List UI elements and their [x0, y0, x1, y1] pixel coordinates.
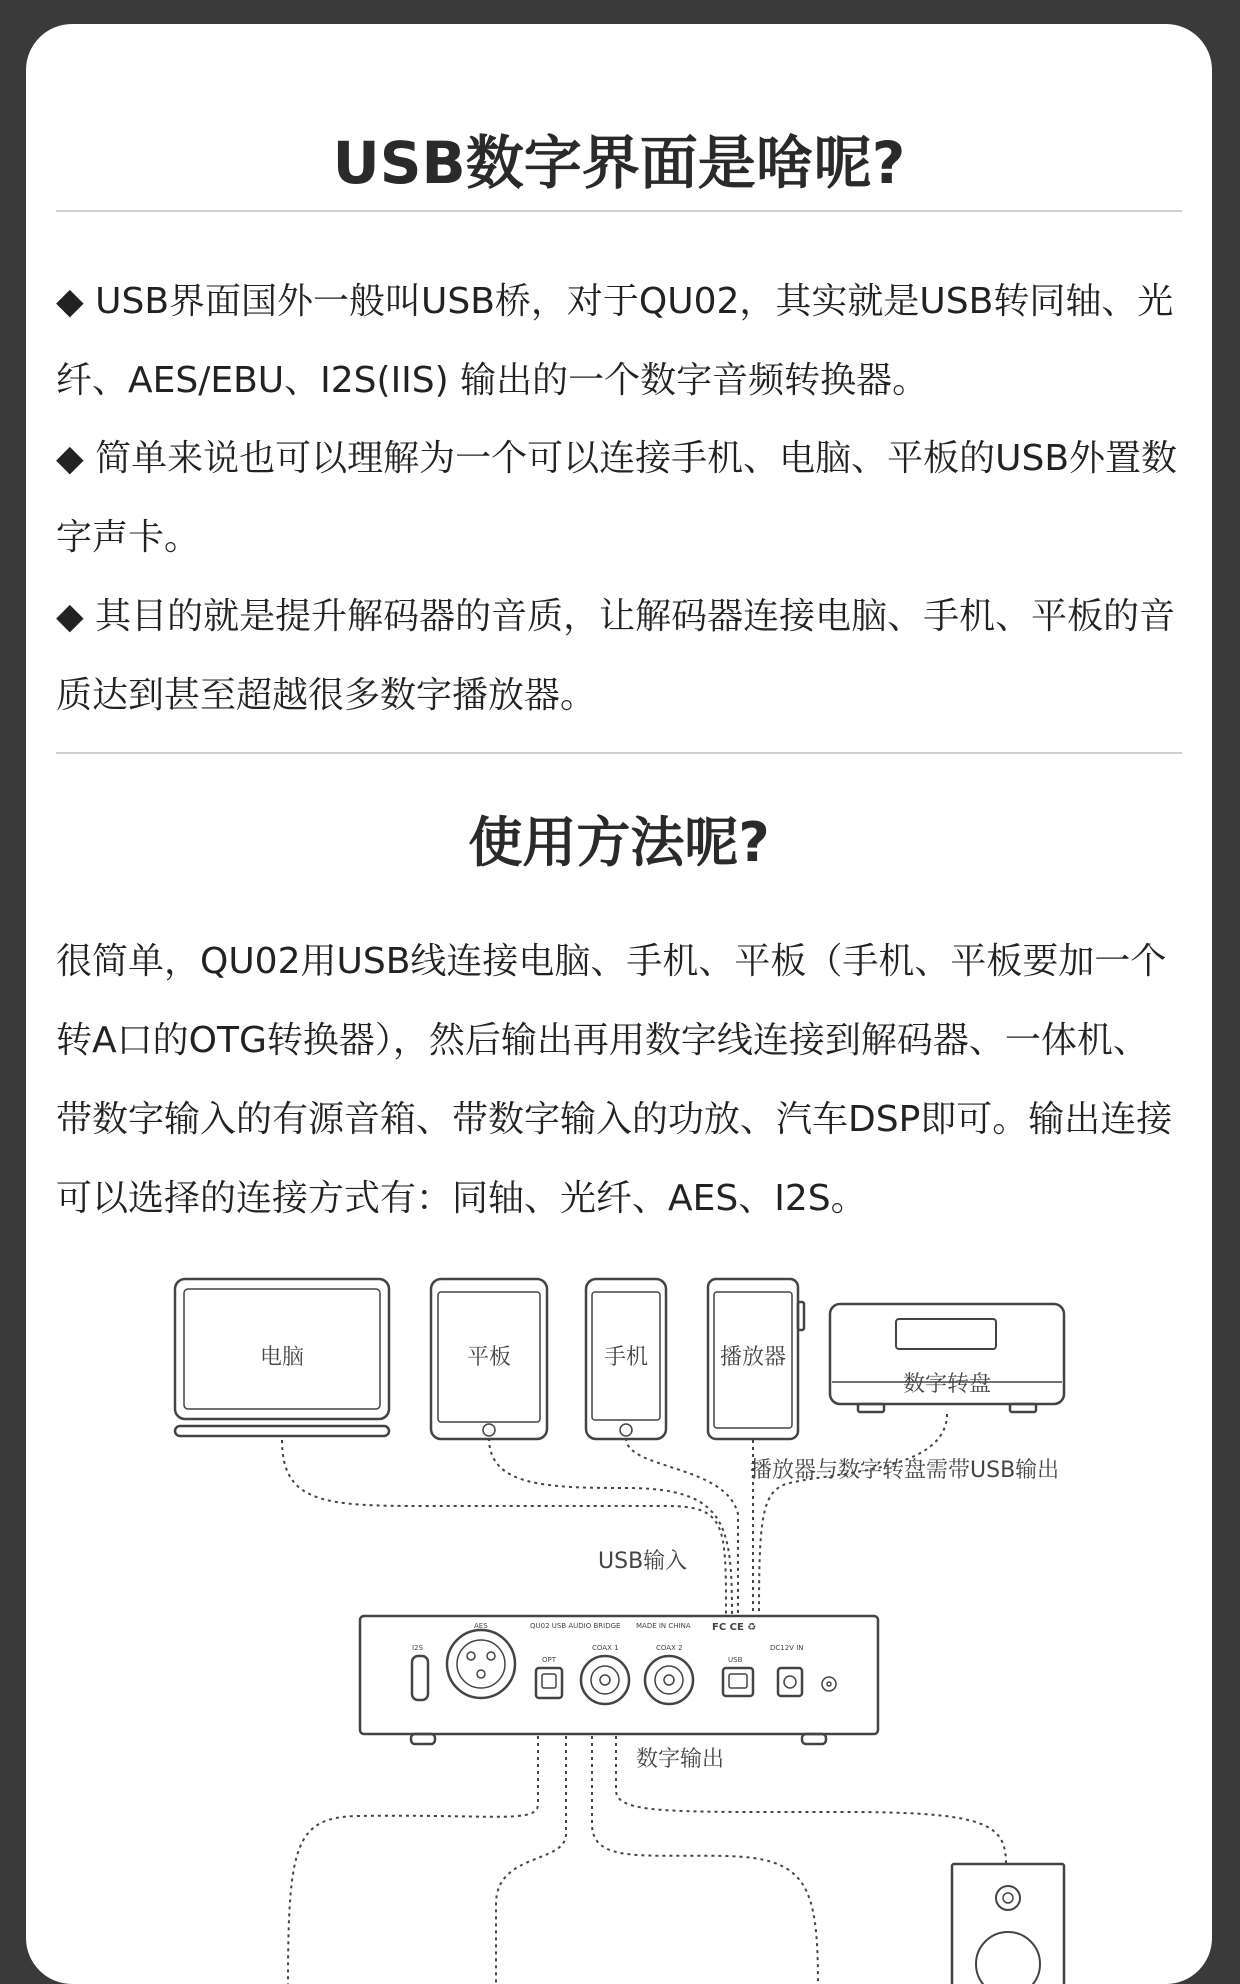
- computer-label: 电脑: [259, 1345, 305, 1370]
- dc-port-label: DC12V IN: [770, 1644, 804, 1652]
- coax1-port-label: COAX 1: [592, 1644, 619, 1652]
- aes-port-label: AES: [474, 1622, 488, 1630]
- paragraph-usb-bridge: ◆ USB界面国外一般叫USB桥，对于QU02，其实就是USB转同轴、光纤、AES/EBU、I2S(IIS) 输出的一个数字音频转换器。: [56, 281, 1174, 401]
- speaker-icon: [952, 1864, 1064, 1984]
- coax2-port-label: COAX 2: [656, 1644, 683, 1652]
- opt-port-label: OPT: [542, 1656, 557, 1664]
- cert-marks: FC CE ♻: [712, 1622, 757, 1633]
- usb-bridge-device: [360, 1616, 878, 1744]
- paragraph-purpose: ◆ 其目的就是提升解码器的音质，让解码器连接电脑、手机、平板的音质达到甚至超越很多数字播放器。: [56, 596, 1176, 716]
- paragraph-usage: 很简单，QU02用USB线连接电脑、手机、平板（手机、平板要加一个转A口的OTG转换器），然后输出再用数字线连接到解码器、一体机、带数字输入的有源音箱、带数字输入的功放、汽车DSP即可。输出连接可以选择的连接方式有：同轴、光纤、AES、I2S。: [56, 941, 1173, 1219]
- model-label: QU02 USB AUDIO BRIDGE: [530, 1622, 621, 1630]
- i2s-port-label: I2S: [412, 1644, 423, 1652]
- section-title-usage: 使用方法呢?: [468, 811, 770, 874]
- divider: [56, 752, 1182, 754]
- paragraph-sound-card: ◆ 简单来说也可以理解为一个可以连接手机、电脑、平板的USB外置数字声卡。: [56, 438, 1178, 558]
- player-label: 播放器: [719, 1345, 787, 1370]
- divider: [56, 210, 1182, 212]
- tablet-label: 平板: [466, 1345, 512, 1370]
- phone-label: 手机: [603, 1345, 649, 1370]
- content-card: [26, 24, 1212, 1984]
- connection-diagram: [26, 1224, 1212, 1984]
- digital-output-label: 数字输出: [636, 1747, 725, 1772]
- usb-port-label: USB: [728, 1656, 743, 1664]
- section-title-usb-interface: USB数字界面是啥呢?: [332, 129, 906, 197]
- usb-input-label: USB输入: [598, 1549, 688, 1574]
- usb-output-note: 播放器与数字转盘需带USB输出: [750, 1458, 1060, 1483]
- made-in-label: MADE IN CHINA: [636, 1622, 691, 1630]
- transport-label: 数字转盘: [902, 1372, 992, 1397]
